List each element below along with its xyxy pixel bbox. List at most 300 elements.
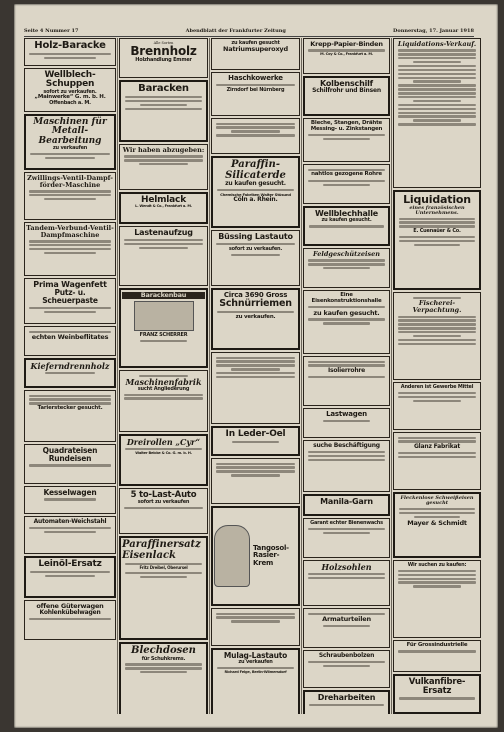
illegible-text-line xyxy=(398,92,476,94)
ad-weichstahl xyxy=(24,516,116,554)
ad-dreirollen xyxy=(119,434,208,486)
illegible-text-line xyxy=(216,84,295,86)
illegible-text-line xyxy=(139,247,188,249)
illegible-text-line xyxy=(125,663,202,665)
ad-line: sofort zu verkaufen xyxy=(137,498,190,505)
ad-holzbaracke xyxy=(24,38,116,66)
illegible-text-line xyxy=(125,448,202,450)
illegible-text-line xyxy=(308,455,385,457)
ad-title: Eine Eisenkonstruktionshalle xyxy=(311,292,382,304)
illegible-text-line xyxy=(398,77,476,79)
illegible-text-line xyxy=(399,697,475,699)
illegible-text-line xyxy=(309,225,384,227)
ad-title: 5 to-Last-Auto xyxy=(130,490,197,500)
ad-line: zu kaufen gesucht. xyxy=(321,217,372,224)
ad-paraffinersatz xyxy=(119,536,208,640)
illegible-text-line xyxy=(413,335,461,337)
illegible-text-line xyxy=(29,307,111,309)
illegible-text-line xyxy=(308,263,385,265)
ad-line: für Schuhkrems. xyxy=(141,655,186,662)
column-rule xyxy=(117,38,118,714)
illegible-text-line xyxy=(231,368,280,370)
ad-title: Lastwagen xyxy=(326,410,367,418)
illegible-text-line xyxy=(308,573,385,575)
ad-line: zu verkaufen. xyxy=(235,313,276,320)
ad-title: Holz-Baracke xyxy=(34,40,106,51)
illegible-text-line xyxy=(398,316,476,318)
ad-tarierstecker xyxy=(24,390,116,442)
ad-title: Putz- u. Scheuerpaste xyxy=(42,288,98,306)
illegible-text-line xyxy=(125,667,202,669)
ad-title: Kohlenkübelwagen xyxy=(39,608,101,616)
illegible-text-line xyxy=(398,396,476,398)
illegible-text-line xyxy=(45,372,95,374)
ad-title: Barackenbau xyxy=(122,292,205,299)
illegible-text-line xyxy=(398,69,476,71)
ad-title: Kieferndrennholz xyxy=(30,361,110,371)
ad-title: Wir suchen zu kaufen: xyxy=(407,562,467,568)
illegible-text-line xyxy=(45,157,95,159)
ad-manila-garn xyxy=(303,494,390,516)
ad-company: „Mainwerke“ G. m. b. H. xyxy=(34,94,106,101)
illegible-text-line xyxy=(29,53,111,55)
illegible-text-line xyxy=(231,474,280,476)
ad-line: zu verkaufen xyxy=(238,658,273,665)
illegible-text-line xyxy=(308,577,385,579)
ad-haschkowerke xyxy=(211,72,300,116)
ad-title: Tangosol-Rasier-Krem xyxy=(253,543,289,567)
ad-holzsohlen xyxy=(303,560,390,606)
ad-baracken xyxy=(119,80,208,142)
illegible-text-line xyxy=(398,437,476,439)
ad-company: M. Coy & Co., Frankfurt a. M. xyxy=(320,52,373,57)
ad-brennholz xyxy=(119,38,208,78)
illegible-text-line xyxy=(29,464,111,466)
illegible-text-line xyxy=(323,532,370,534)
ad-title: Wellblech-Schuppen xyxy=(44,70,96,90)
ad-title: Maschinenfabrik xyxy=(125,377,202,388)
ad-title: Prima Wagenfett xyxy=(33,280,107,289)
illegible-text-line xyxy=(140,576,187,578)
ad-lastwagen xyxy=(303,408,390,438)
ad-title: Vulkanfibre-Ersatz xyxy=(408,677,466,696)
ad-natriumsuperoxyd xyxy=(211,38,300,70)
ad-glanz-fabrikat xyxy=(393,432,481,490)
ad-title: Liquidation xyxy=(403,193,471,206)
illegible-text-line xyxy=(29,248,111,250)
ad-company: Fritz Dreibel, Oberursel xyxy=(139,565,188,571)
ad-company: Walter Belcke & Co. G. m. b. H. xyxy=(135,450,192,455)
column-rule xyxy=(391,38,392,714)
ad-title: Circa 3690 Gross xyxy=(223,291,288,299)
ad-title: Kolbenschilf xyxy=(320,79,373,88)
ad-wagenfett xyxy=(24,278,116,324)
column-4 xyxy=(303,38,390,714)
illegible-text-line xyxy=(398,96,476,98)
ad-blechdosen xyxy=(119,642,208,714)
illegible-text-line xyxy=(398,570,476,572)
illegible-text-line xyxy=(398,574,476,576)
column-2 xyxy=(119,38,208,714)
ad-wellblech-schuppen xyxy=(24,68,116,112)
illegible-text-line xyxy=(398,104,476,106)
illegible-text-line xyxy=(398,115,476,117)
ad-tangosol xyxy=(211,506,300,606)
illegible-text-line xyxy=(29,395,111,397)
illegible-text-line xyxy=(398,112,476,114)
illegible-text-line xyxy=(398,327,476,329)
ad-title: Rundeisen xyxy=(48,453,92,463)
illegible-text-line xyxy=(308,459,385,461)
illegible-text-line xyxy=(399,508,475,510)
illegible-text-line xyxy=(44,531,96,533)
ad-helmlack xyxy=(119,192,208,224)
ad-title: Haschkowerke xyxy=(228,74,283,82)
ad-leinoel-ersatz xyxy=(24,556,116,598)
ad-line: zu verkaufen xyxy=(52,145,88,152)
ad-title: Blechdosen xyxy=(131,645,196,656)
ad-title: Tandem-Verbund-Ventil-Dampfmaschine xyxy=(26,224,114,239)
ad-bienenwachs xyxy=(303,518,390,558)
ad-title: Holzsohlen xyxy=(321,562,372,572)
ad-title: Messing- u. Zinkstangen xyxy=(310,125,383,132)
illegible-text-line xyxy=(398,581,476,583)
illegible-text-line xyxy=(414,244,460,246)
ad-company: Mayer & Schmidt xyxy=(407,518,467,527)
ad-company: Zirndorf bei Nürnberg xyxy=(226,86,285,93)
illegible-text-line xyxy=(413,585,461,587)
ad-quadrateisen xyxy=(24,444,116,484)
ad-fischerei-verpachtung xyxy=(393,292,481,380)
illegible-text-line xyxy=(29,194,111,196)
illegible-text-line xyxy=(216,470,295,472)
ad-title: Paraffinersatz xyxy=(122,539,201,550)
ad-isolierrohre xyxy=(303,356,390,406)
column-5 xyxy=(393,38,481,714)
illegible-text-line xyxy=(124,397,203,399)
ad-title: Glanz Fabrikat xyxy=(413,443,461,451)
face-illustration xyxy=(214,525,250,587)
ad-line: zu kaufen gesucht. xyxy=(225,180,286,187)
illegible-text-line xyxy=(125,100,202,102)
illegible-text-line xyxy=(398,650,476,652)
ad-title: Automaten-Weichstahl xyxy=(33,518,107,525)
illegible-text-line xyxy=(217,189,294,191)
ad-title: Kesselwagen xyxy=(43,488,97,497)
illegible-text-line xyxy=(29,244,111,246)
illegible-text-line xyxy=(216,360,295,362)
illegible-text-line xyxy=(216,357,295,359)
ad-title: Baracken xyxy=(138,83,189,94)
ad-company: Holzhandlung Emmer xyxy=(135,56,192,63)
ad-rohre xyxy=(303,164,390,204)
illegible-text-line xyxy=(398,53,476,55)
ad-title: Anderen ist Gewerbe Mittel xyxy=(400,384,474,390)
illegible-text-line xyxy=(308,318,385,320)
illegible-text-line xyxy=(398,57,476,59)
ad-title: Zwillings-Ventil-Dampf-förder-Maschine xyxy=(27,174,113,189)
ad-gueterwagen xyxy=(24,600,116,640)
illegible-text-line xyxy=(398,73,476,75)
illegible-text-line xyxy=(414,516,460,518)
illegible-text-line xyxy=(44,252,96,254)
illegible-text-line xyxy=(231,620,280,622)
illegible-text-line xyxy=(217,667,294,669)
ad-title: Fleckenlose Schweißeisen gesucht xyxy=(400,495,474,507)
ad-title: Paraffin-Silicaterde xyxy=(225,159,286,181)
illegible-text-line xyxy=(398,49,476,51)
illegible-text-line xyxy=(216,376,295,378)
column-rule xyxy=(209,38,210,714)
page-number: Seite 4 Nummer 17 xyxy=(24,28,79,34)
illegible-text-line xyxy=(139,163,188,165)
ad-title: Schnürriemen xyxy=(219,298,292,310)
illegible-text-line xyxy=(308,134,385,136)
illegible-text-line xyxy=(216,126,295,128)
ad-title: Schraubenbolzen xyxy=(318,652,375,659)
illegible-text-line xyxy=(323,184,370,186)
illegible-text-line xyxy=(413,61,461,63)
column-rule xyxy=(301,38,302,714)
illegible-text-line xyxy=(124,159,203,161)
illegible-text-line xyxy=(323,322,370,324)
illegible-text-line xyxy=(140,340,187,342)
illegible-text-line xyxy=(216,364,295,366)
ad-title: Brennholz xyxy=(130,44,197,59)
illegible-text-line xyxy=(216,466,295,468)
illegible-text-line xyxy=(398,331,476,333)
ad-eisenkonstruktionshalle xyxy=(303,290,390,354)
illegible-text-line xyxy=(308,661,385,663)
ad-line: sucht Angliederung xyxy=(137,385,190,392)
ad-in-leder-oel xyxy=(211,426,300,456)
ad-grossindustrielle xyxy=(393,640,481,672)
ad-line: zu kaufen gesucht xyxy=(231,40,280,46)
ad-title: Leinöl-Ersatz xyxy=(38,559,102,569)
illegible-text-line xyxy=(323,420,370,422)
ad-title: In Leder-Oel xyxy=(225,429,286,439)
ad-title: Dreharbeiten xyxy=(317,693,376,702)
illegible-text-line xyxy=(231,130,280,132)
ad-title: Wir haben abzugeben: xyxy=(122,146,205,154)
illegible-text-line xyxy=(30,571,110,573)
ad-kesselwagen xyxy=(24,486,116,514)
illegible-text-line xyxy=(125,96,202,98)
ad-kolbenschilf xyxy=(303,76,390,116)
ad-title: Natriumsuperoxyd xyxy=(223,45,288,54)
illegible-text-line xyxy=(216,123,295,125)
ad-line: Schilfrohr und Binsen xyxy=(312,87,381,95)
ad-title: Wellblechhalle xyxy=(315,209,378,218)
illegible-text-line xyxy=(413,100,461,102)
illegible-text-line xyxy=(399,240,475,242)
illegible-text-line xyxy=(399,221,475,223)
illegible-text-line xyxy=(323,625,370,627)
illegible-text-line xyxy=(217,311,294,313)
ad-title: echten Weinbeflitates xyxy=(31,333,109,342)
ad-title: Bleche, Stangen, Drähte xyxy=(310,120,383,126)
ad-col3-notice xyxy=(211,118,300,154)
ad-title: Feldgeschützeisen xyxy=(313,250,380,258)
illegible-text-line xyxy=(29,618,111,620)
ad-armaturteilen xyxy=(303,608,390,648)
ad-mulag-lastauto xyxy=(211,648,300,714)
illegible-text-line xyxy=(398,452,476,454)
illegible-text-line xyxy=(308,180,385,182)
illegible-text-line xyxy=(216,372,295,374)
ad-title: suche Beschäftigung xyxy=(313,442,380,449)
ad-title: Krepp-Papier-Binden xyxy=(310,40,383,48)
illegible-text-line xyxy=(125,572,202,574)
ad-title: Garant echter Bienenwachs xyxy=(310,520,383,526)
ad-company: FRANZ SCHERRER xyxy=(139,331,188,338)
illegible-text-line xyxy=(124,243,203,245)
ad-vulkanfibre xyxy=(393,674,481,714)
illegible-text-line xyxy=(308,259,385,261)
illegible-text-line xyxy=(398,88,476,90)
illegible-text-line xyxy=(308,451,385,453)
illegible-text-line xyxy=(44,198,96,200)
ad-wagen xyxy=(211,458,300,504)
ad-liquidation xyxy=(393,190,481,290)
illegible-text-line xyxy=(323,267,370,269)
ad-title: Dreirollen „Cyr“ xyxy=(126,437,201,447)
ad-line: sofort zu verkaufen. xyxy=(228,245,283,252)
illegible-text-line xyxy=(29,190,111,192)
ad-lastauto xyxy=(119,488,208,534)
ad-line: eines französischen Unternehmens. xyxy=(409,204,465,216)
illegible-text-line xyxy=(398,65,476,67)
ad-title: Armaturteilen xyxy=(322,615,371,624)
ad-barackenbau xyxy=(119,288,208,368)
ad-company: Chemische Fabriken Walter Stüsund xyxy=(220,191,291,197)
illegible-text-line xyxy=(232,441,279,443)
illegible-text-line xyxy=(29,527,111,529)
illegible-text-line xyxy=(44,57,96,59)
ad-title: Büssing Lastauto xyxy=(218,232,293,241)
illegible-text-line xyxy=(30,153,110,155)
ad-title: offene Güterwagen xyxy=(36,602,104,610)
illegible-text-line xyxy=(399,512,475,514)
ad-kiefernbrennholz xyxy=(24,358,116,388)
ad-line: Alle Sorten xyxy=(153,41,174,45)
ad-maschinenfabrik xyxy=(119,370,208,432)
illegible-text-line xyxy=(140,104,187,106)
illegible-text-line xyxy=(398,343,476,345)
illegible-text-line xyxy=(231,254,280,256)
issue-date: Donnerstag, 17. Januar 1918 xyxy=(393,28,474,34)
illegible-text-line xyxy=(29,398,111,400)
illegible-text-line xyxy=(399,236,475,238)
ad-company: L. Wendt & Co., Frankfurt a. M. xyxy=(135,204,192,209)
illegible-text-line xyxy=(398,578,476,580)
ad-weinbeflitates xyxy=(24,326,116,356)
illegible-text-line xyxy=(45,575,95,577)
illegible-text-line xyxy=(323,665,370,667)
illegible-text-line xyxy=(308,528,385,530)
illegible-text-line xyxy=(398,392,476,394)
masthead: Abendblatt der Frankfurter Zeitung xyxy=(185,28,286,34)
ad-title: Für Grossindustrielle xyxy=(406,642,468,648)
ad-dampfmaschine xyxy=(24,222,116,276)
ad-title: Fischerei-Verpachtung. xyxy=(412,299,462,315)
ad-city: Offenbach a. M. xyxy=(49,99,91,106)
illegible-text-line xyxy=(44,498,96,500)
illegible-text-line xyxy=(216,243,295,245)
ad-title: Mulag-Lastauto xyxy=(223,651,288,660)
ad-title: Liquidations-Verkauf. xyxy=(397,40,477,48)
illegible-text-line xyxy=(398,123,476,125)
illegible-text-line xyxy=(124,239,203,241)
barrack-illustration xyxy=(134,301,194,331)
ad-title: Manila-Garn xyxy=(320,497,373,506)
illegible-text-line xyxy=(216,613,295,615)
ad-line: sofort zu verkaufen. xyxy=(43,88,97,95)
ad-lastenaufzug xyxy=(119,226,208,286)
ad-wir-haben-abzugeben xyxy=(119,144,208,190)
illegible-text-line xyxy=(398,84,476,86)
illegible-text-line xyxy=(308,361,385,363)
ad-paraffin-silicaterde xyxy=(211,156,300,228)
ad-schweisseisen xyxy=(393,492,481,558)
illegible-text-line xyxy=(140,671,187,673)
illegible-text-line xyxy=(125,108,202,110)
ad-title: Isolierrohre xyxy=(327,367,366,375)
ad-title: Eisenlack xyxy=(122,549,176,561)
illegible-text-line xyxy=(413,80,461,82)
column-3 xyxy=(211,38,300,714)
illegible-text-line xyxy=(398,456,476,458)
illegible-text-line xyxy=(323,138,370,140)
ad-maschinen xyxy=(24,114,116,170)
illegible-text-line xyxy=(44,311,96,313)
ad-schraubenbolzen xyxy=(303,650,390,688)
ad-city: Cöln a. Rhein. xyxy=(233,195,278,203)
ad-beschaeftigung xyxy=(303,440,390,492)
ad-schnuerriemen xyxy=(211,288,300,350)
ad-company: Richard Feige, Berlin-Wilmersdorf xyxy=(224,669,287,674)
ad-wir-suchen-zu-kaufen xyxy=(393,560,481,638)
illegible-text-line xyxy=(309,704,384,706)
illegible-text-line xyxy=(124,507,203,509)
illegible-text-line xyxy=(413,119,461,121)
ad-company: E. Cuenaüer & Co. xyxy=(413,228,461,235)
illegible-text-line xyxy=(399,218,475,220)
illegible-text-line xyxy=(124,155,203,157)
illegible-text-line xyxy=(216,463,295,465)
ad-title: Quadrateisen xyxy=(42,446,98,455)
ad-dreharbeiten xyxy=(303,690,390,714)
ad-title: Lastenaufzug xyxy=(134,228,193,237)
ad-title: Helmlack xyxy=(141,195,186,205)
ad-gewerbe-mittel xyxy=(393,382,481,430)
illegible-text-line xyxy=(29,240,111,242)
ad-krepp-papier xyxy=(303,38,390,74)
ad-wellblechhalle xyxy=(303,206,390,246)
illegible-text-line xyxy=(398,319,476,321)
ad-title: nahtlos gezogene Rohre xyxy=(311,171,382,178)
illegible-text-line xyxy=(124,394,203,396)
ad-buessing-lastauto xyxy=(211,230,300,286)
ad-title: Maschinen für Metall-Bearbeitung xyxy=(33,117,107,146)
illegible-text-line xyxy=(398,339,476,341)
column-1 xyxy=(24,38,116,714)
illegible-text-line xyxy=(413,400,461,402)
illegible-text-line xyxy=(216,616,295,618)
illegible-text-line xyxy=(308,376,385,378)
ad-col3-misc xyxy=(211,608,300,646)
illegible-text-line xyxy=(398,323,476,325)
